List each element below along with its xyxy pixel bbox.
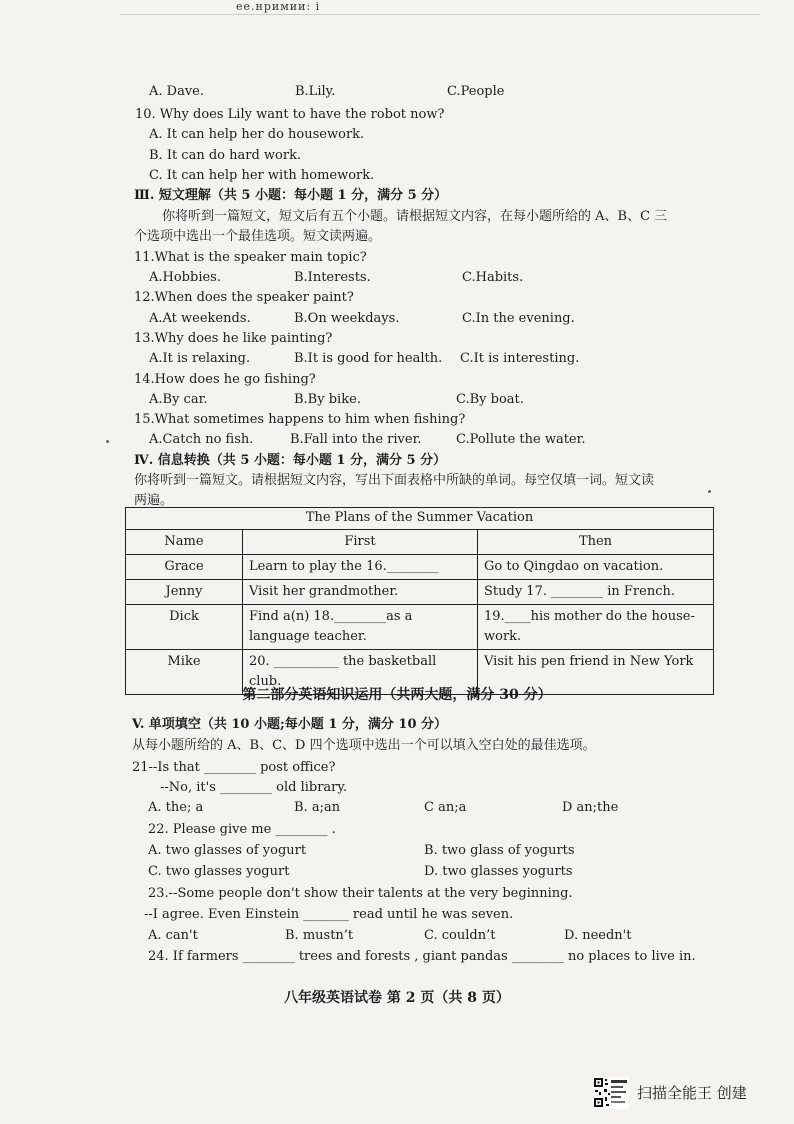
scanner-watermark: 扫描全能王 创建	[637, 1084, 747, 1102]
table-caption: The Plans of the Summer Vacation	[126, 508, 714, 530]
q22-option-d: D. two glasses yogurts	[424, 864, 573, 879]
q15-stem: 15.What sometimes happens to him when fishing?	[134, 412, 466, 427]
q15-option-c: C.Pollute the water.	[456, 432, 586, 447]
q10-option-a: A. It can help her do housework.	[149, 127, 365, 142]
section3-instructions-line1: 你将听到一篇短文，短文后有五个小题。请根据短文内容，在每小题所给的 A、B、C 三	[162, 209, 668, 224]
section4-instructions-line2: 两遍。	[134, 493, 174, 508]
q11-option-a: A.Hobbies.	[149, 270, 221, 285]
table-cell-name: Grace	[126, 555, 243, 580]
q21-line2: --No, it's ________ old library.	[160, 780, 348, 795]
q14-option-b: B.By bike.	[294, 392, 361, 407]
q10-stem: 10. Why does Lily want to have the robot now?	[135, 107, 445, 122]
q9-option-a: A. Dave.	[149, 84, 204, 99]
table-cell-first: Learn to play the 16.________	[243, 555, 478, 580]
q10-option-c: C. It can help her with homework.	[149, 168, 375, 183]
q11-stem: 11.What is the speaker main topic?	[134, 250, 367, 265]
q13-option-c: C.It is interesting.	[460, 351, 580, 366]
q21-option-c: C an;a	[424, 800, 467, 815]
header-rule	[120, 14, 760, 15]
q11-option-c: C.Habits.	[462, 270, 524, 285]
q9-option-c: C.People	[447, 84, 505, 99]
q11-option-b: B.Interests.	[294, 270, 371, 285]
q13-option-a: A.It is relaxing.	[149, 351, 251, 366]
q23-option-c: C. couldn’t	[424, 928, 496, 943]
table-cell-first: 20. __________ the basketball club.	[243, 650, 478, 695]
table-header-name: Name	[126, 530, 243, 555]
q23-option-d: D. needn't	[564, 928, 632, 943]
table-cell-then: 19.____his mother do the house-work.	[478, 605, 714, 650]
q23-option-b: B. mustn’t	[285, 928, 354, 943]
q12-option-a: A.At weekends.	[149, 311, 251, 326]
plans-table	[125, 507, 714, 695]
table-cell-first: Visit her grandmother.	[243, 580, 478, 605]
section5-title: V. 单项填空（共 10 小题;每小题 1 分，满分 10 分）	[132, 717, 448, 732]
q21-line1: 21--Is that ________ post office?	[132, 760, 336, 775]
q22-option-b: B. two glass of yogurts	[424, 843, 575, 858]
section3-instructions-line2: 个选项中选出一个最佳选项。短文读两遍。	[134, 229, 382, 244]
table-cell-then: Visit his pen friend in New York	[478, 650, 714, 695]
table-cell-then: Study 17. ________ in French.	[478, 580, 714, 605]
section4-title: Ⅳ. 信息转换（共 5 小题：每小题 1 分，满分 5 分）	[134, 453, 447, 468]
q24-stem: 24. If farmers ________ trees and forests , giant pandas ________ no places to live in.	[148, 949, 696, 964]
q22-option-c: C. two glasses yogurt	[148, 864, 290, 879]
q22-stem: 22. Please give me ________ .	[148, 822, 336, 837]
q15-option-a: A.Catch no fish.	[149, 432, 254, 447]
table-cell-name: Dick	[126, 605, 243, 650]
part2-title: 第二部分英语知识运用（共两大题，满分 30 分）	[242, 687, 552, 703]
table-row	[126, 580, 714, 605]
q23-line1: 23.--Some people don't show their talents at the very beginning.	[148, 886, 573, 901]
section4-instructions-line1: 你将听到一篇短文。请根据短文内容，写出下面表格中所缺的单词。每空仅填一词。短文读	[134, 473, 655, 488]
table-header-then: Then	[478, 530, 714, 555]
q21-option-a: A. the; a	[148, 800, 204, 815]
scan-speck	[708, 490, 711, 493]
q12-option-b: B.On weekdays.	[294, 311, 400, 326]
q23-line2: --I agree. Even Einstein _______ read until he was seven.	[144, 907, 514, 922]
table-header-row	[126, 530, 714, 555]
q22-option-a: A. two glasses of yogurt	[148, 843, 307, 858]
qr-code-icon	[593, 1077, 629, 1109]
q13-stem: 13.Why does he like painting?	[134, 331, 333, 346]
section3-title: Ⅲ. 短文理解（共 5 小题：每小题 1 分，满分 5 分）	[134, 188, 448, 203]
q21-option-b: B. a;an	[294, 800, 341, 815]
q23-option-a: A. can't	[148, 928, 198, 943]
q12-stem: 12.When does the speaker paint?	[134, 290, 354, 305]
table-cell-name: Jenny	[126, 580, 243, 605]
q14-option-a: A.By car.	[149, 392, 208, 407]
q13-option-b: B.It is good for health.	[294, 351, 443, 366]
table-cell-first: Find a(n) 18.________as a language teacher.	[243, 605, 478, 650]
table-cell-name: Mike	[126, 650, 243, 695]
q14-option-c: C.By boat.	[456, 392, 524, 407]
table-cell-then: Go to Qingdao on vacation.	[478, 555, 714, 580]
q21-option-d: D an;the	[562, 800, 619, 815]
table-row	[126, 605, 714, 650]
q14-stem: 14.How does he go fishing?	[134, 372, 316, 387]
scan-speck	[106, 440, 109, 443]
q10-option-b: B. It can do hard work.	[149, 148, 302, 163]
section5-instructions: 从每小题所给的 A、B、C、D 四个选项中选出一个可以填入空白处的最佳选项。	[132, 738, 596, 753]
q12-option-c: C.In the evening.	[462, 311, 575, 326]
table-header-first: First	[243, 530, 478, 555]
q15-option-b: B.Fall into the river.	[290, 432, 422, 447]
table-row	[126, 555, 714, 580]
page-footer: 八年级英语试卷 第 2 页（共 8 页）	[284, 990, 510, 1006]
q9-option-b: B.Lily.	[295, 84, 336, 99]
header-scrap: ее.нримии: і	[236, 0, 321, 13]
